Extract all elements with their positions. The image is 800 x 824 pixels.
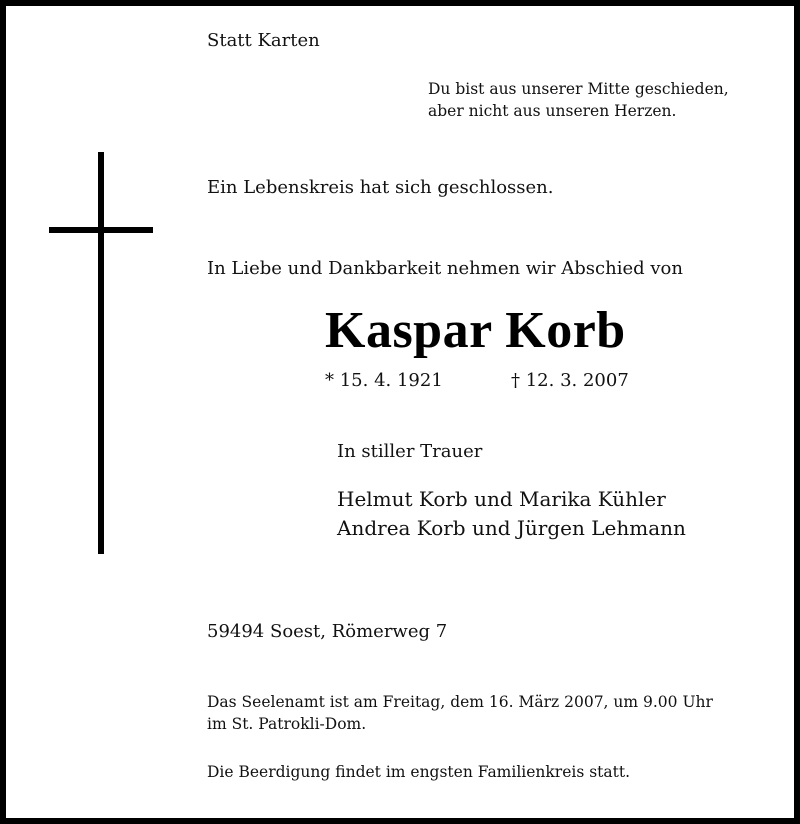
service-line-2: im St. Patrokli-Dom.: [207, 715, 367, 733]
quote-line-2: aber nicht aus unseren Herzen.: [428, 102, 677, 120]
quote-line-1: Du bist aus unserer Mitte geschieden,: [428, 80, 729, 98]
cross-icon: [98, 152, 104, 554]
address-text: 59494 Soest, Römerweg 7: [207, 621, 448, 642]
cross-icon-bar: [49, 227, 153, 233]
service-line-1: Das Seelenamt ist am Freitag, dem 16. März 2007, um 9.00 Uhr: [207, 693, 713, 711]
death-date: † 12. 3. 2007: [511, 370, 629, 391]
birth-date: * 15. 4. 1921: [325, 370, 443, 391]
mourner-line-1: Helmut Korb und Marika Kühler: [337, 487, 666, 511]
statt-karten: Statt Karten: [207, 30, 320, 51]
deceased-name: Kaspar Korb: [325, 302, 626, 359]
intro-text: Ein Lebenskreis hat sich geschlossen.: [207, 177, 554, 198]
mourning-heading: In stiller Trauer: [337, 441, 483, 462]
burial-text: Die Beerdigung findet im engsten Familienkreis statt.: [207, 763, 631, 781]
mourner-line-2: Andrea Korb und Jürgen Lehmann: [337, 516, 686, 540]
farewell-text: In Liebe und Dankbarkeit nehmen wir Abschied von: [207, 258, 683, 279]
